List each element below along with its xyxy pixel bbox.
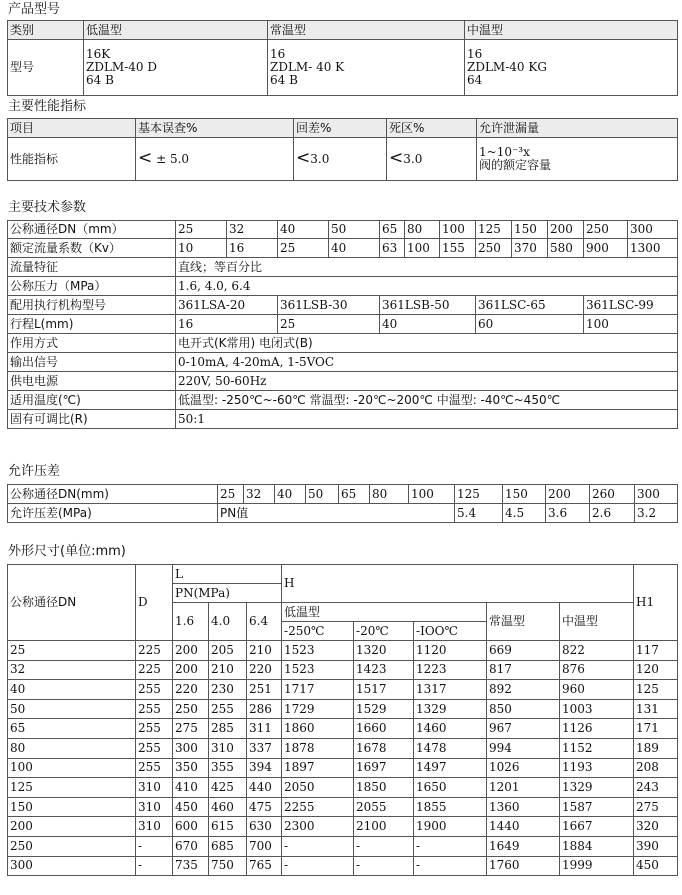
dims-cell: 822: [560, 641, 634, 661]
tech-dn-cell: 80: [405, 221, 440, 239]
dims-cell: 189: [634, 738, 678, 758]
dims-cell: 994: [487, 738, 560, 758]
dims-cell: 2100: [354, 817, 414, 837]
tech-stroke-cell: 40: [380, 315, 476, 334]
perf-h-deadband: 死区%: [387, 119, 477, 138]
table-row: [8, 719, 678, 739]
tech-kv-cell: 25: [278, 239, 329, 258]
tech-dn-cell: 100: [440, 221, 476, 239]
tech-kv-cell: 10: [176, 239, 227, 258]
tech-dn-cell: 25: [176, 221, 227, 239]
dims-cell: 286: [247, 699, 282, 719]
product-section-title: 产品型号: [8, 2, 61, 17]
dims-cell: 32: [8, 660, 136, 680]
dims-cell: 2055: [354, 797, 414, 817]
dims-cell: 967: [487, 719, 560, 739]
performance-section-title: 主要性能指标: [8, 99, 87, 114]
dims-cell: 200: [173, 641, 209, 661]
dims-cell: 1440: [487, 817, 560, 837]
dims-cell: 475: [247, 797, 282, 817]
tech-signal-label: 输出信号: [8, 353, 176, 372]
dims-cell: 394: [247, 758, 282, 778]
tech-dn-cell: 150: [512, 221, 548, 239]
dims-cell: 117: [634, 641, 678, 661]
type-header: 类别: [8, 21, 84, 40]
tech-stroke-cell: 16: [176, 315, 278, 334]
dims-cell: 350: [173, 758, 209, 778]
dims-cell: -: [414, 836, 487, 856]
diff-dn-cell: 65: [339, 485, 370, 504]
tech-stroke-cell: 25: [278, 315, 380, 334]
tech-power-label: 供电电源: [8, 372, 176, 391]
dims-cell: 230: [209, 680, 247, 700]
diff-dn-cell: 260: [590, 485, 635, 504]
tech-dn-label: 公称通径DN（mm）: [8, 221, 176, 239]
perf-leakage-value: 1~10⁻³x 阀的额定容量: [477, 138, 678, 181]
dims-cell: 1126: [560, 719, 634, 739]
diff-dn-label: 公称通径DN(mm): [8, 485, 218, 504]
tech-dn-cell: 200: [548, 221, 584, 239]
dims-cell: 1900: [414, 817, 487, 837]
diff-dn-cell: 200: [546, 485, 590, 504]
dims-cell: 311: [247, 719, 282, 739]
perf-h-leakage: 允许泄漏量: [477, 119, 678, 138]
type-mid: 中温型: [465, 21, 678, 40]
dims-cell: -: [282, 856, 354, 876]
dims-cell: 1003: [560, 699, 634, 719]
diff-dp-cell: 3.6: [546, 504, 590, 523]
dims-cell: 750: [209, 856, 247, 876]
tech-actuator-cell: 361LSC-99: [584, 296, 678, 315]
table-row: [8, 836, 678, 856]
dims-cell: 1897: [282, 758, 354, 778]
dims-cell: 285: [209, 719, 247, 739]
dims-cell: 1523: [282, 660, 354, 680]
dims-cell: -: [136, 856, 173, 876]
tech-temp-label: 适用温度(℃): [8, 391, 176, 410]
dims-cell: 1460: [414, 719, 487, 739]
dims-cell: 425: [209, 778, 247, 798]
dims-cell: 1523: [282, 641, 354, 661]
dims-cell: 1878: [282, 738, 354, 758]
dims-cell: 600: [173, 817, 209, 837]
table-row: [8, 856, 678, 876]
tech-dn-cell: 250: [584, 221, 628, 239]
dims-cell: 685: [209, 836, 247, 856]
dims-cell: 150: [8, 797, 136, 817]
tech-kv-label: 额定流量系数（Kv）: [8, 239, 176, 258]
table-row: [8, 641, 678, 661]
tech-dn-cell: 65: [380, 221, 405, 239]
dims-h-d: D: [136, 565, 173, 641]
table-row: [8, 778, 678, 798]
dims-cell: 960: [560, 680, 634, 700]
tech-dn-cell: 32: [227, 221, 278, 239]
dims-cell: 1884: [560, 836, 634, 856]
dims-cell: 1026: [487, 758, 560, 778]
tech-section-title: 主要技术参数: [8, 200, 87, 215]
diff-dp-cell: 5.4: [455, 504, 503, 523]
dims-cell: 700: [247, 836, 282, 856]
tech-signal-value: 0-10mA, 4-20mA, 1-5VOC: [176, 353, 678, 372]
dims-cell: 25: [8, 641, 136, 661]
tech-kv-cell: 100: [405, 239, 440, 258]
dims-cell: 1223: [414, 660, 487, 680]
dims-cell: 450: [634, 856, 678, 876]
dims-cell: 65: [8, 719, 136, 739]
dims-cell: 1329: [560, 778, 634, 798]
tech-table: [7, 220, 678, 429]
dims-cell: 2050: [282, 778, 354, 798]
dims-cell: -: [136, 836, 173, 856]
tech-kv-cell: 250: [476, 239, 512, 258]
dims-cell: 615: [209, 817, 247, 837]
performance-table: [7, 118, 678, 181]
tech-pressure-value: 1.6, 4.0, 6.4: [176, 277, 678, 296]
model-mid: 16 ZDLM-40 KG 64: [465, 40, 678, 96]
perf-deadband-value: <3.0: [387, 138, 477, 181]
table-row: [8, 797, 678, 817]
dims-cell: 1850: [354, 778, 414, 798]
dims-cell: 1478: [414, 738, 487, 758]
dims-cell: 100: [8, 758, 136, 778]
dims-section-title: 外形尺寸(单位:mm): [8, 544, 126, 559]
dims-cell: 200: [8, 817, 136, 837]
dims-cell: 355: [209, 758, 247, 778]
perf-h-error: 基本误查%: [136, 119, 294, 138]
table-row: [8, 699, 678, 719]
tech-kv-cell: 1300: [628, 239, 678, 258]
dims-cell: 220: [247, 660, 282, 680]
diff-dn-cell: 50: [306, 485, 339, 504]
dims-cell: 410: [173, 778, 209, 798]
dims-h-normal: 常温型: [487, 603, 560, 641]
diffpress-table: [7, 484, 678, 523]
diff-dn-cell: 32: [244, 485, 275, 504]
tech-kv-cell: 155: [440, 239, 476, 258]
tech-action-label: 作用方式: [8, 334, 176, 353]
dims-cell: 320: [634, 817, 678, 837]
dims-cell: 125: [8, 778, 136, 798]
dims-cell: 255: [136, 738, 173, 758]
dims-cell: 850: [487, 699, 560, 719]
dims-cell: 390: [634, 836, 678, 856]
dims-pn-value: 6.4: [247, 603, 282, 641]
tech-stroke-cell: 100: [584, 315, 678, 334]
diff-dn-cell: 100: [409, 485, 455, 504]
table-row: [8, 660, 678, 680]
dims-cell: 817: [487, 660, 560, 680]
dims-cell: 251: [247, 680, 282, 700]
dims-h-mid: 中温型: [560, 603, 634, 641]
dims-cell: 1517: [354, 680, 414, 700]
dims-cell: 630: [247, 817, 282, 837]
diff-pn-cell: PN值: [218, 504, 455, 523]
dims-cell: 1660: [354, 719, 414, 739]
dims-cell: 1152: [560, 738, 634, 758]
dims-cell: 210: [247, 641, 282, 661]
diff-dn-cell: 150: [503, 485, 546, 504]
tech-action-value: 电开式(K常用) 电闭式(B): [176, 334, 678, 353]
dims-cell: 243: [634, 778, 678, 798]
table-row: [8, 738, 678, 758]
dims-cell: 440: [247, 778, 282, 798]
dims-cell: 275: [173, 719, 209, 739]
tech-dn-cell: 50: [329, 221, 380, 239]
dims-cell: 1650: [414, 778, 487, 798]
dims-temp: -250℃: [282, 622, 354, 641]
diff-dn-cell: 125: [455, 485, 503, 504]
dims-pn-value: 1.6: [173, 603, 209, 641]
dims-cell: 300: [8, 856, 136, 876]
diffpress-section-title: 允许压差: [8, 464, 61, 479]
dims-cell: 250: [8, 836, 136, 856]
dims-cell: 1667: [560, 817, 634, 837]
dims-cell: -: [354, 836, 414, 856]
dims-cell: 1329: [414, 699, 487, 719]
perf-error-value: < ± 5.0: [136, 138, 294, 181]
tech-kv-cell: 63: [380, 239, 405, 258]
dims-cell: 460: [209, 797, 247, 817]
tech-kv-cell: 900: [584, 239, 628, 258]
dims-h-dn: 公称通径DN: [8, 565, 136, 641]
dims-cell: 210: [209, 660, 247, 680]
diff-dn-cell: 40: [275, 485, 306, 504]
dims-cell: 1423: [354, 660, 414, 680]
dims-table: [7, 564, 678, 876]
tech-actuator-cell: 361LSB-50: [380, 296, 476, 315]
tech-dn-cell: 300: [628, 221, 678, 239]
dims-cell: 255: [136, 680, 173, 700]
dims-cell: 1360: [487, 797, 560, 817]
dims-cell: 275: [634, 797, 678, 817]
diff-dp-cell: 4.5: [503, 504, 546, 523]
dims-cell: 310: [136, 778, 173, 798]
dims-h-h: H: [282, 565, 634, 603]
dims-cell: 120: [634, 660, 678, 680]
dims-temp: -IOO℃: [414, 622, 487, 641]
dims-cell: -: [354, 856, 414, 876]
dims-cell: 205: [209, 641, 247, 661]
dims-cell: 337: [247, 738, 282, 758]
dims-cell: 1529: [354, 699, 414, 719]
dims-cell: 131: [634, 699, 678, 719]
dims-cell: 50: [8, 699, 136, 719]
model-low: 16K ZDLM-40 D 64 B: [84, 40, 268, 96]
dims-cell: 670: [173, 836, 209, 856]
diff-dn-cell: 80: [370, 485, 409, 504]
dims-cell: 1193: [560, 758, 634, 778]
diff-dp-label: 允许压差(MPa): [8, 504, 218, 523]
dims-cell: 220: [173, 680, 209, 700]
perf-h-hysteresis: 回差%: [294, 119, 387, 138]
dims-cell: 225: [136, 660, 173, 680]
diff-dp-cell: 2.6: [590, 504, 635, 523]
product-table: [7, 20, 678, 96]
dims-cell: 1855: [414, 797, 487, 817]
dims-cell: 1697: [354, 758, 414, 778]
diff-dn-cell: 25: [218, 485, 244, 504]
dims-cell: 735: [173, 856, 209, 876]
tech-dn-cell: 40: [278, 221, 329, 239]
dims-cell: 310: [136, 817, 173, 837]
tech-actuator-cell: 361LSA-20: [176, 296, 278, 315]
tech-ratio-label: 固有可调比(R): [8, 410, 176, 429]
dims-cell: 2300: [282, 817, 354, 837]
dims-cell: 892: [487, 680, 560, 700]
tech-actuator-cell: 361LSC-65: [476, 296, 584, 315]
dims-cell: 1760: [487, 856, 560, 876]
tech-flow-label: 流量特征: [8, 258, 176, 277]
type-normal: 常温型: [268, 21, 465, 40]
dims-cell: 80: [8, 738, 136, 758]
tech-flow-value: 直线；等百分比: [176, 258, 678, 277]
dims-cell: 255: [209, 699, 247, 719]
dims-cell: 1120: [414, 641, 487, 661]
diff-dp-cell: 3.2: [635, 504, 678, 523]
dims-cell: -: [414, 856, 487, 876]
tech-kv-cell: 40: [329, 239, 380, 258]
dims-cell: 300: [173, 738, 209, 758]
type-low: 低温型: [84, 21, 268, 40]
tech-dn-cell: 125: [476, 221, 512, 239]
dims-cell: 250: [173, 699, 209, 719]
dims-cell: 1999: [560, 856, 634, 876]
dims-cell: 1587: [560, 797, 634, 817]
dims-cell: -: [282, 836, 354, 856]
perf-h-item: 项目: [8, 119, 136, 138]
dims-h-low: 低温型: [282, 603, 487, 622]
dims-cell: 225: [136, 641, 173, 661]
dims-cell: 1649: [487, 836, 560, 856]
dims-cell: 1317: [414, 680, 487, 700]
dims-cell: 1729: [282, 699, 354, 719]
dims-cell: 669: [487, 641, 560, 661]
tech-stroke-cell: 60: [476, 315, 584, 334]
tech-kv-cell: 370: [512, 239, 548, 258]
dims-cell: 171: [634, 719, 678, 739]
perf-hysteresis-value: <3.0: [294, 138, 387, 181]
dims-cell: 1678: [354, 738, 414, 758]
tech-ratio-value: 50:1: [176, 410, 678, 429]
dims-cell: 255: [136, 699, 173, 719]
dims-h-h1: H1: [634, 565, 678, 641]
dims-cell: 310: [136, 797, 173, 817]
perf-row-label: 性能指标: [8, 138, 136, 181]
tech-temp-value: 低温型: -250℃~-60℃ 常温型: -20℃~200℃ 中温型: -40℃~450℃: [176, 391, 678, 410]
dims-cell: 255: [136, 719, 173, 739]
dims-body: [8, 641, 678, 876]
table-row: [8, 817, 678, 837]
dims-cell: 255: [136, 758, 173, 778]
dims-cell: 310: [209, 738, 247, 758]
dims-cell: 1717: [282, 680, 354, 700]
tech-actuator-label: 配用执行机构型号: [8, 296, 176, 315]
tech-kv-cell: 16: [227, 239, 278, 258]
dims-cell: 450: [173, 797, 209, 817]
model-normal: 16 ZDLM- 40 K 64 B: [268, 40, 465, 96]
model-label: 型号: [8, 40, 84, 96]
dims-cell: 876: [560, 660, 634, 680]
dims-pn-value: 4.0: [209, 603, 247, 641]
tech-kv-cell: 580: [548, 239, 584, 258]
dims-cell: 1320: [354, 641, 414, 661]
dims-cell: 1201: [487, 778, 560, 798]
tech-pressure-label: 公称压力（MPa）: [8, 277, 176, 296]
dims-cell: 40: [8, 680, 136, 700]
dims-cell: 1497: [414, 758, 487, 778]
dims-h-l: L: [173, 565, 282, 584]
tech-actuator-cell: 361LSB-30: [278, 296, 380, 315]
dims-cell: 1860: [282, 719, 354, 739]
dims-cell: 200: [173, 660, 209, 680]
dims-h-pn: PN(MPa): [173, 584, 282, 603]
tech-stroke-label: 行程L(mm): [8, 315, 176, 334]
tech-power-value: 220V, 50-60Hz: [176, 372, 678, 391]
diff-dn-cell: 300: [635, 485, 678, 504]
dims-cell: 125: [634, 680, 678, 700]
dims-temp: -20℃: [354, 622, 414, 641]
dims-cell: 2255: [282, 797, 354, 817]
dims-cell: 208: [634, 758, 678, 778]
table-row: [8, 680, 678, 700]
table-row: [8, 758, 678, 778]
dims-cell: 765: [247, 856, 282, 876]
